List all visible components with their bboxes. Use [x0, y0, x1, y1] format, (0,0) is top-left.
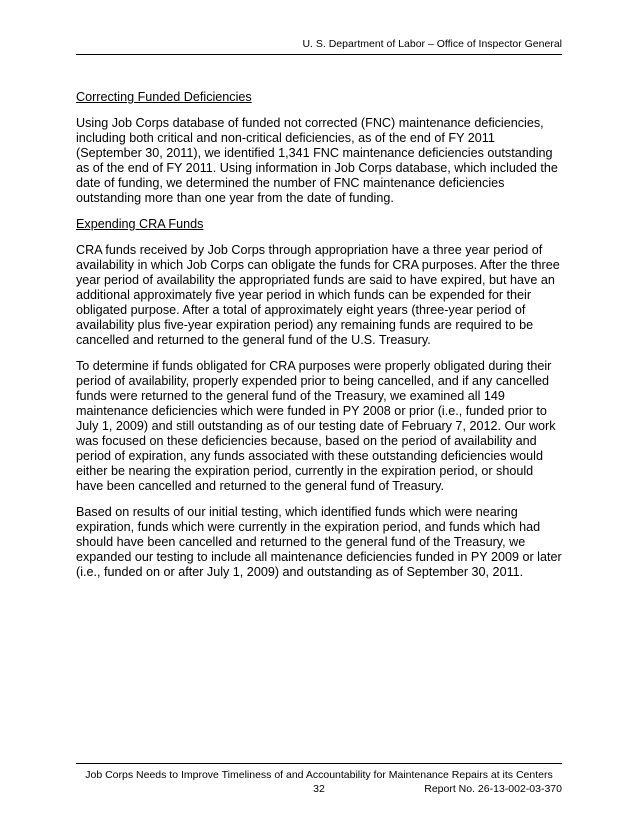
page-footer: [76, 763, 562, 796]
footer-report-title: Job Corps Needs to Improve Timeliness of and Accountability for Maintenance Repairs at its Centers: [85, 769, 553, 781]
section-heading: Expending CRA Funds: [76, 217, 204, 231]
header-agency: U. S. Department of Labor – Office of Inspector General: [302, 38, 562, 50]
page-number: 32: [313, 783, 325, 795]
paragraph: Based on results of our initial testing, which identified funds which were nearing expiration, funds which were currently in the expiration period, and funds which had should have been cancelled and returned to the general fund of the Treasury, we expanded our testing to include all maintenance deficiencies funded in PY 2009 or later (i.e., funded on or after July 1, 2009) and outstanding as of September 30, 2011.: [76, 505, 562, 579]
section-expending-cra-funds: [76, 217, 562, 580]
footer-row: [76, 782, 562, 796]
section-heading: Correcting Funded Deficiencies: [76, 90, 252, 104]
section-correcting-funded-deficiencies: [76, 90, 562, 206]
paragraph: To determine if funds obligated for CRA purposes were properly obligated during their period of availability, properly expended prior to being cancelled, and if any cancelled funds were returned to the general fund of the Treasury, we examined all 149 maintenance deficiencies which were funded in PY 2008 or prior (i.e., funded prior to July 1, 2009) and still outstanding as of our testing date of February 7, 2012. Our work was focused on these deficiencies because, based on the period of availability and period of expiration, any funds associated with these outstanding deficiencies would either be nearing the expiration period, currently in the expiration period, or should have been cancelled and returned to the general fund of Treasury.: [76, 359, 556, 493]
page-header: [76, 37, 562, 55]
report-number: Report No. 26-13-002-03-370: [424, 783, 562, 795]
paragraph: CRA funds received by Job Corps through appropriation have a three year period of availability in which Job Corps can obligate the funds for CRA purposes. After the three year period of availability the appropriated funds are said to have expired, but have an additional approximately five year period in which funds can be expended for their obligated purpose. After a total of approximately eight years (three-year period of availability plus five-year expiration period) any remaining funds are required to be cancelled and returned to the general fund of the U.S. Treasury.: [76, 243, 560, 347]
document-body: [76, 90, 562, 591]
paragraph: Using Job Corps database of funded not corrected (FNC) maintenance deficiencies, including both critical and non-critical deficiencies, as of the end of FY 2011 (September 30, 2011), we identified 1,341 FNC maintenance deficiencies outstanding as of the end of FY 2011. Using information in Job Corps database, which included the date of funding, we determined the number of FNC maintenance deficiencies outstanding more than one year from the date of funding.: [76, 116, 558, 205]
